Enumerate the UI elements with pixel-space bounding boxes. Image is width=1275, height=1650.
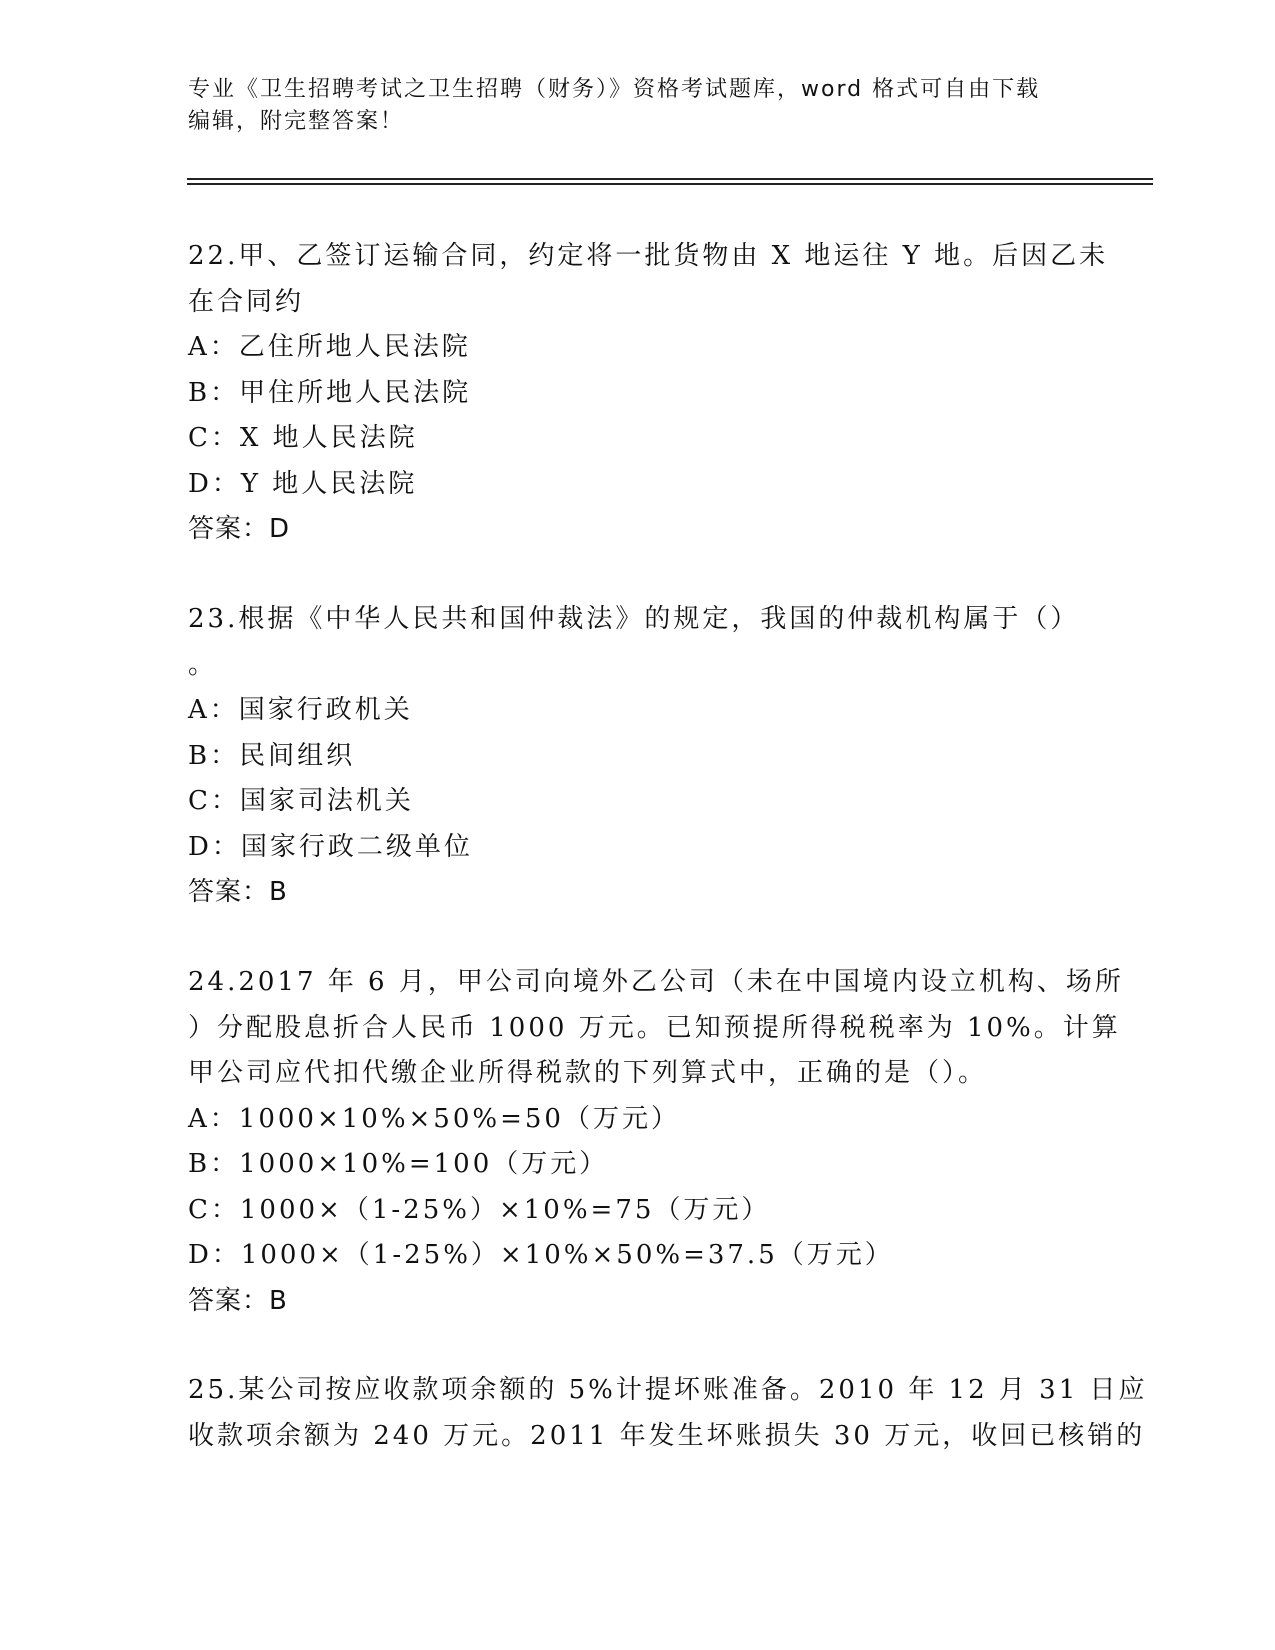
- option-d: D：1000×（1-25%）×10%×50%=37.5（万元）: [188, 1240, 894, 1270]
- question-stem-line: 24.2017 年 6 月，甲公司向境外乙公司（未在中国境内设立机构、场所: [188, 967, 1124, 997]
- question-24: [188, 960, 1124, 1324]
- header-line-2: 编辑，附完整答案！: [188, 109, 405, 134]
- answer-line: 答案：D: [188, 514, 291, 544]
- header-line-1: 专业《卫生招聘考试之卫生招聘（财务）》资格考试题库，word 格式可自由下载: [188, 77, 1041, 102]
- option-d: D：Y 地人民法院: [188, 468, 418, 499]
- option-a: A：国家行政机关: [188, 695, 413, 725]
- question-stem-line: 22.甲、乙签订运输合同，约定将一批货物由 X 地运往 Y 地。后因乙未: [188, 241, 1109, 271]
- option-c: C：1000×（1-25%）×10%=75（万元）: [188, 1194, 771, 1225]
- option-d: D：国家行政二级单位: [188, 831, 473, 862]
- option-c: C：X 地人民法院: [188, 423, 418, 453]
- question-23: [188, 597, 1088, 916]
- option-b: B：1000×10%=100（万元）: [188, 1149, 609, 1179]
- question-stem-line: 在合同约: [188, 286, 305, 317]
- answer-line: 答案：B: [188, 877, 288, 907]
- option-c: C：国家司法机关: [188, 786, 414, 816]
- question-stem-line: 甲公司应代扣代缴企业所得税款的下列算式中，正确的是（）。: [188, 1058, 988, 1088]
- question-25: [188, 1368, 1148, 1459]
- option-a: A：乙住所地人民法院: [188, 332, 471, 362]
- document-header: [188, 74, 1068, 138]
- question-22: [188, 234, 1109, 553]
- question-stem-line: 。: [188, 649, 218, 680]
- question-stem-line: 23.根据《中华人民共和国仲裁法》的规定，我国的仲裁机构属于（）: [188, 604, 1080, 634]
- question-stem-line: 收款项余额为 240 万元。2011 年发生坏账损失 30 万元，收回已核销的: [188, 1420, 1146, 1451]
- option-a: A：1000×10%×50%=50（万元）: [188, 1103, 680, 1134]
- answer-line: 答案：B: [188, 1285, 288, 1316]
- option-b: B：民间组织: [188, 740, 356, 771]
- header-divider-bottom: [187, 183, 1153, 185]
- question-stem-line: ）分配股息折合人民币 1000 万元。已知预提所得税税率为 10%。计算: [188, 1012, 1121, 1043]
- option-b: B：甲住所地人民法院: [188, 377, 472, 408]
- question-stem-line: 25.某公司按应收款项余额的 5%计提坏账准备。2010 年 12 月 31 日应: [188, 1375, 1148, 1405]
- header-divider-top: [187, 178, 1153, 180]
